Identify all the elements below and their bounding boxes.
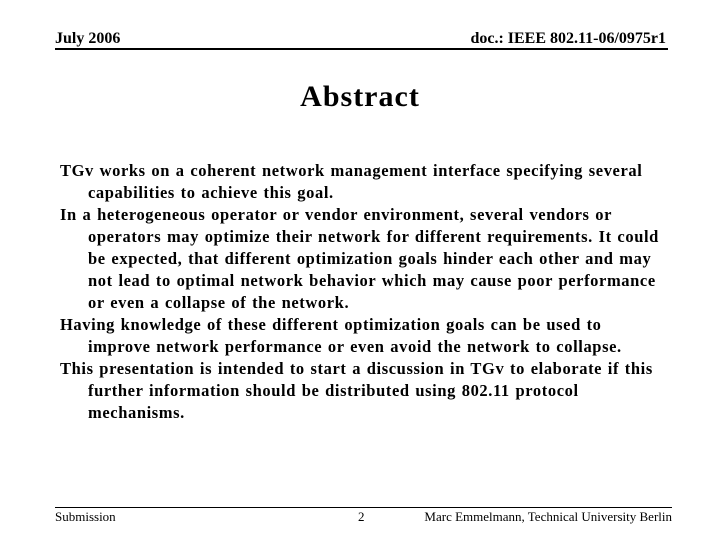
footer-author: Marc Emmelmann, Technical University Berlin — [424, 509, 672, 524]
header-document-id: doc.: IEEE 802.11-06/0975r1 — [470, 30, 666, 47]
slide-body — [60, 160, 668, 424]
slide-title: Abstract — [300, 80, 420, 113]
body-paragraph: TGv works on a coherent network management interface specifying several capabilities to achieve this goal. — [60, 161, 643, 202]
body-paragraph: This presentation is intended to start a discussion in TGv to elaborate if this further information should be distributed using 802.11 protocol mechanisms. — [60, 359, 653, 422]
body-paragraph: In a heterogeneous operator or vendor environment, several vendors or operators may optimize their network for different requirements. It could be expected, that different optimization goals hinder each other and may not lead to optimal network behavior which may cause poor performance or even a collapse of the network. — [60, 205, 659, 312]
footer-page-number: 2 — [358, 509, 365, 524]
body-paragraph: Having knowledge of these different optimization goals can be used to improve network performance or even avoid the network to collapse. — [60, 315, 622, 356]
footer-divider — [55, 507, 672, 508]
footer-submission-label: Submission — [55, 509, 116, 524]
header-divider — [55, 48, 668, 50]
header-date: July 2006 — [55, 30, 121, 47]
